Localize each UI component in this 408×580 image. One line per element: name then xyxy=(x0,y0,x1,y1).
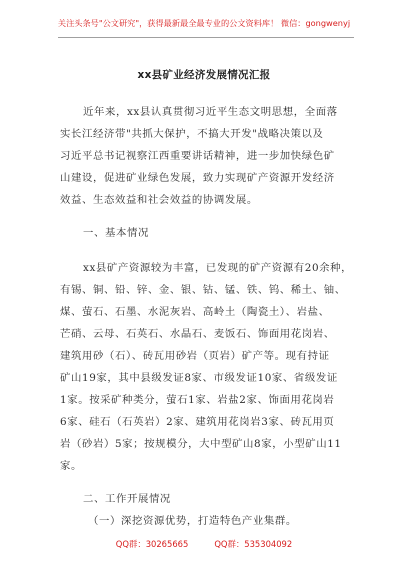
paragraph-line: xx县矿产资源较为丰富，已发现的矿产资源有20余种， xyxy=(83,262,353,274)
paragraph-line: 建筑用砂（石）、砖瓦用砂岩（页岩）矿产等。现有持证 xyxy=(60,350,330,362)
subsection-heading: （一）深挖资源优势，打造特色产业集群。 xyxy=(88,515,297,527)
footer-qq-group-2: QQ群：535304092 xyxy=(214,539,293,549)
paragraph-line: 芒硝、云母、石英石、水晶石、麦饭石、饰面用花岗岩、 xyxy=(60,328,335,340)
header-banner: 关注头条号"公文研究"，获得最新最全最专业的公文资料库！ 微信：gongwenyj xyxy=(57,18,351,28)
paragraph-line: 6家、硅石（石英岩）2家、建筑用花岗岩3家、砖瓦用页 xyxy=(60,416,335,428)
paragraph-line: 实长江经济带"共抓大保护，不搞大开发"战略决策以及 xyxy=(60,128,324,140)
paragraph-line: 有锡、铜、铅、锌、金、银、钴、锰、铁、钨、稀土、铀、 xyxy=(60,284,346,296)
header-divider xyxy=(58,37,354,38)
section-heading: 一、基本情况 xyxy=(83,227,149,239)
document-title: xx县矿业经济发展情况汇报 xyxy=(137,69,271,81)
paragraph-line: 岩（砂岩）5家；按规模分，大中型矿山8家，小型矿山11 xyxy=(60,438,342,450)
paragraph-line: 近年来，xx县认真贯彻习近平生态文明思想，全面落 xyxy=(83,106,338,118)
section-heading: 二、工作开展情况 xyxy=(83,493,171,505)
paragraph-line: 矿山19家，其中县级发证8家、市级发证10家、省级发证 xyxy=(60,372,338,384)
paragraph-line: 煤、萤石、石墨、水泥灰岩、高岭土（陶瓷土）、岩盐、 xyxy=(60,306,330,318)
paragraph-line: 1家。按采矿种类分，萤石1家、岩盐2家、饰面用花岗岩 xyxy=(60,394,335,406)
paragraph-line: 效益、生态效益和社会效益的协调发展。 xyxy=(60,194,258,206)
paragraph-line: 习近平总书记视察江西重要讲话精神，进一步加快绿色矿 xyxy=(60,150,335,162)
footer-contact xyxy=(0,538,408,550)
paragraph-line: 山建设，促进矿业绿色发展，致力实现矿产资源开发经济 xyxy=(60,172,335,184)
footer-qq-group-1: QQ群：30265665 xyxy=(115,539,189,549)
paragraph-line: 家。 xyxy=(60,460,82,472)
